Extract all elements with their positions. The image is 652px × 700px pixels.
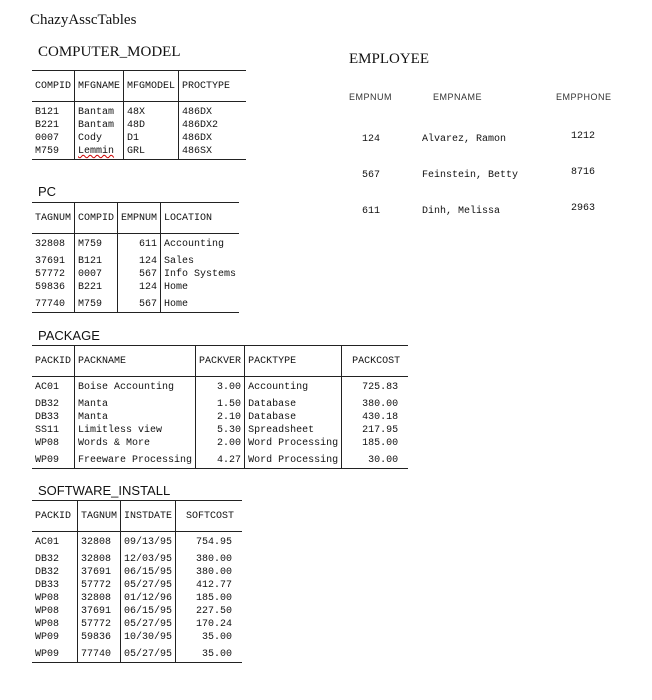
cell: 57772	[78, 618, 121, 631]
table-row	[32, 579, 242, 592]
cell: 05/27/95	[121, 579, 176, 592]
cell: 567	[118, 294, 161, 313]
cell: 06/15/95	[121, 566, 176, 579]
document-title: ChazyAsscTables	[30, 12, 137, 28]
table-row	[32, 644, 242, 663]
cell: 217.95	[362, 425, 399, 436]
cell: 3.00	[196, 377, 245, 395]
cell: 380.00	[362, 399, 399, 410]
software-install-title: SOFTWARE_INSTALL	[38, 483, 171, 498]
cell: 57772	[78, 579, 121, 592]
table-row	[32, 119, 246, 132]
cell: 32808	[78, 532, 121, 550]
column-header: TAGNUM	[78, 501, 121, 532]
cell: 124	[362, 134, 381, 145]
table-row	[32, 450, 408, 469]
software-install-table	[32, 500, 242, 663]
cell: WP08	[32, 592, 78, 605]
cell: Spreadsheet	[245, 424, 342, 437]
cell: Database	[245, 411, 342, 424]
cell: 124	[118, 281, 161, 294]
table-row	[32, 549, 242, 566]
cell: SS11	[32, 424, 75, 437]
cell: Boise Accounting	[75, 377, 196, 395]
table-header-row	[32, 346, 408, 377]
table-row	[32, 268, 239, 281]
cell: B121	[75, 251, 118, 268]
cell: 77740	[32, 294, 75, 313]
cell: AC01	[32, 377, 75, 395]
cell: M759	[32, 145, 75, 160]
cell: 567	[362, 170, 381, 181]
cell: 1.50	[196, 394, 245, 411]
table-row	[32, 394, 408, 411]
pc-table	[32, 202, 239, 313]
column-header: EMPPHONE	[556, 92, 612, 102]
column-header: PACKID	[32, 501, 78, 532]
cell: WP09	[32, 450, 75, 469]
column-header: EMPNUM	[349, 92, 392, 102]
cell: B221	[75, 281, 118, 294]
cell: Database	[245, 394, 342, 411]
cell: WP08	[32, 618, 78, 631]
cell: 185.00	[196, 593, 233, 604]
cell: 37691	[78, 566, 121, 579]
cell: WP08	[32, 437, 75, 450]
cell: DB32	[32, 394, 75, 411]
cell: 09/13/95	[121, 532, 176, 550]
column-header: INSTDATE	[121, 501, 176, 532]
column-header: PROCTYPE	[179, 71, 247, 102]
cell	[75, 145, 124, 160]
package-table	[32, 345, 408, 469]
cell: 380.00	[196, 554, 233, 565]
table-header-row	[32, 501, 242, 532]
cell: 2963	[571, 203, 596, 214]
table-row	[32, 132, 246, 145]
cell: 611	[118, 234, 161, 252]
table-row	[32, 377, 408, 395]
cell: 32808	[78, 549, 121, 566]
cell: Words & More	[75, 437, 196, 450]
cell: 10/30/95	[121, 631, 176, 644]
column-header: PACKNAME	[75, 346, 196, 377]
cell: WP08	[32, 605, 78, 618]
cell: Accounting	[245, 377, 342, 395]
column-header: COMPID	[32, 71, 75, 102]
table-header-row	[32, 71, 246, 102]
cell: Word Processing	[245, 437, 342, 450]
table-header-row	[32, 203, 239, 234]
cell: 725.83	[362, 382, 399, 393]
cell: 567	[118, 268, 161, 281]
table-row	[32, 145, 246, 160]
cell: 0007	[75, 268, 118, 281]
pc-title: PC	[38, 184, 57, 199]
employee-empname-column	[422, 110, 518, 230]
cell: 4.27	[196, 450, 245, 469]
cell: B121	[32, 102, 75, 120]
cell: 170.24	[196, 619, 233, 630]
employee-title: EMPLOYEE	[349, 51, 429, 67]
cell: 32808	[32, 234, 75, 252]
column-header: EMPNAME	[433, 92, 483, 102]
cell: 37691	[32, 251, 75, 268]
cell: M759	[75, 234, 118, 252]
cell: Word Processing	[245, 450, 342, 469]
cell: WP09	[32, 644, 78, 663]
cell: 1212	[571, 131, 596, 142]
cell: 35.00	[202, 632, 233, 643]
cell: 380.00	[196, 567, 233, 578]
column-header: PACKID	[32, 346, 75, 377]
cell: 06/15/95	[121, 605, 176, 618]
table-row	[32, 605, 242, 618]
cell: Manta	[75, 394, 196, 411]
cell: DB32	[32, 566, 78, 579]
misspelled-word: Lemmin	[78, 146, 115, 157]
table-row	[32, 102, 246, 120]
cell: 611	[362, 206, 381, 217]
table-row	[32, 424, 408, 437]
table-row	[32, 281, 239, 294]
cell: 30.00	[342, 450, 409, 469]
table-row	[32, 532, 242, 550]
cell: 77740	[78, 644, 121, 663]
cell: 5.30	[196, 424, 245, 437]
cell: DB33	[32, 411, 75, 424]
cell: 35.00	[176, 644, 243, 663]
cell: 185.00	[362, 438, 399, 449]
cell: 05/27/95	[121, 618, 176, 631]
cell: DB33	[32, 579, 78, 592]
table-row	[32, 566, 242, 579]
cell: Bantam	[75, 119, 124, 132]
column-header: MFGMODEL	[124, 71, 179, 102]
cell: 2.00	[196, 437, 245, 450]
cell: Manta	[75, 411, 196, 424]
cell: 05/27/95	[121, 644, 176, 663]
column-header: PACKTYPE	[245, 346, 342, 377]
cell: 486DX2	[182, 120, 219, 131]
cell: 430.18	[362, 412, 399, 423]
cell: 01/12/96	[121, 592, 176, 605]
cell: Home	[164, 282, 189, 293]
table-row	[32, 234, 239, 252]
table-row	[32, 251, 239, 268]
cell: 0007	[32, 132, 75, 145]
cell: 227.50	[196, 606, 233, 617]
column-header: MFGNAME	[75, 71, 124, 102]
cell: Sales	[164, 256, 195, 267]
cell: M759	[75, 294, 118, 313]
cell: 48D	[124, 119, 179, 132]
column-header: LOCATION	[161, 203, 240, 234]
column-header: TAGNUM	[32, 203, 75, 234]
cell: 59836	[32, 281, 75, 294]
column-header: EMPNUM	[118, 203, 161, 234]
cell: 2.10	[196, 411, 245, 424]
table-row	[32, 618, 242, 631]
cell: Feinstein, Betty	[422, 170, 519, 181]
table-row	[32, 437, 408, 450]
cell: 486SX	[179, 145, 247, 160]
computer-model-table	[32, 70, 246, 160]
cell: DB32	[32, 549, 78, 566]
cell: 37691	[78, 605, 121, 618]
cell: Alvarez, Ramon	[422, 134, 507, 145]
column-header: COMPID	[75, 203, 118, 234]
column-header: PACKCOST	[342, 346, 409, 377]
cell: 48X	[124, 102, 179, 120]
cell: 32808	[78, 592, 121, 605]
cell: B221	[32, 119, 75, 132]
cell: 57772	[32, 268, 75, 281]
cell: Limitless view	[75, 424, 196, 437]
cell: Bantam	[75, 102, 124, 120]
table-row	[32, 294, 239, 313]
cell: 754.95	[196, 537, 233, 548]
cell: 124	[118, 251, 161, 268]
cell: Home	[161, 294, 240, 313]
employee-empnum-column	[362, 110, 380, 230]
cell: 8716	[571, 167, 596, 178]
cell: 12/03/95	[121, 549, 176, 566]
table-row	[32, 631, 242, 644]
cell: Dinh, Melissa	[422, 206, 501, 217]
cell: 486DX	[182, 107, 213, 118]
computer-model-title: COMPUTER_MODEL	[38, 44, 181, 60]
cell: AC01	[32, 532, 78, 550]
cell: Info Systems	[164, 269, 237, 280]
cell: 412.77	[196, 580, 233, 591]
package-title: PACKAGE	[38, 328, 100, 343]
cell: Cody	[75, 132, 124, 145]
cell: GRL	[124, 145, 179, 160]
column-header: SOFTCOST	[176, 501, 243, 532]
cell: 59836	[78, 631, 121, 644]
cell: 486DX	[182, 133, 213, 144]
table-row	[32, 592, 242, 605]
cell: Accounting	[164, 239, 225, 250]
cell: WP09	[32, 631, 78, 644]
table-row	[32, 411, 408, 424]
column-header: PACKVER	[196, 346, 245, 377]
employee-empphone-column	[571, 107, 595, 227]
cell: Freeware Processing	[75, 450, 196, 469]
cell: D1	[124, 132, 179, 145]
